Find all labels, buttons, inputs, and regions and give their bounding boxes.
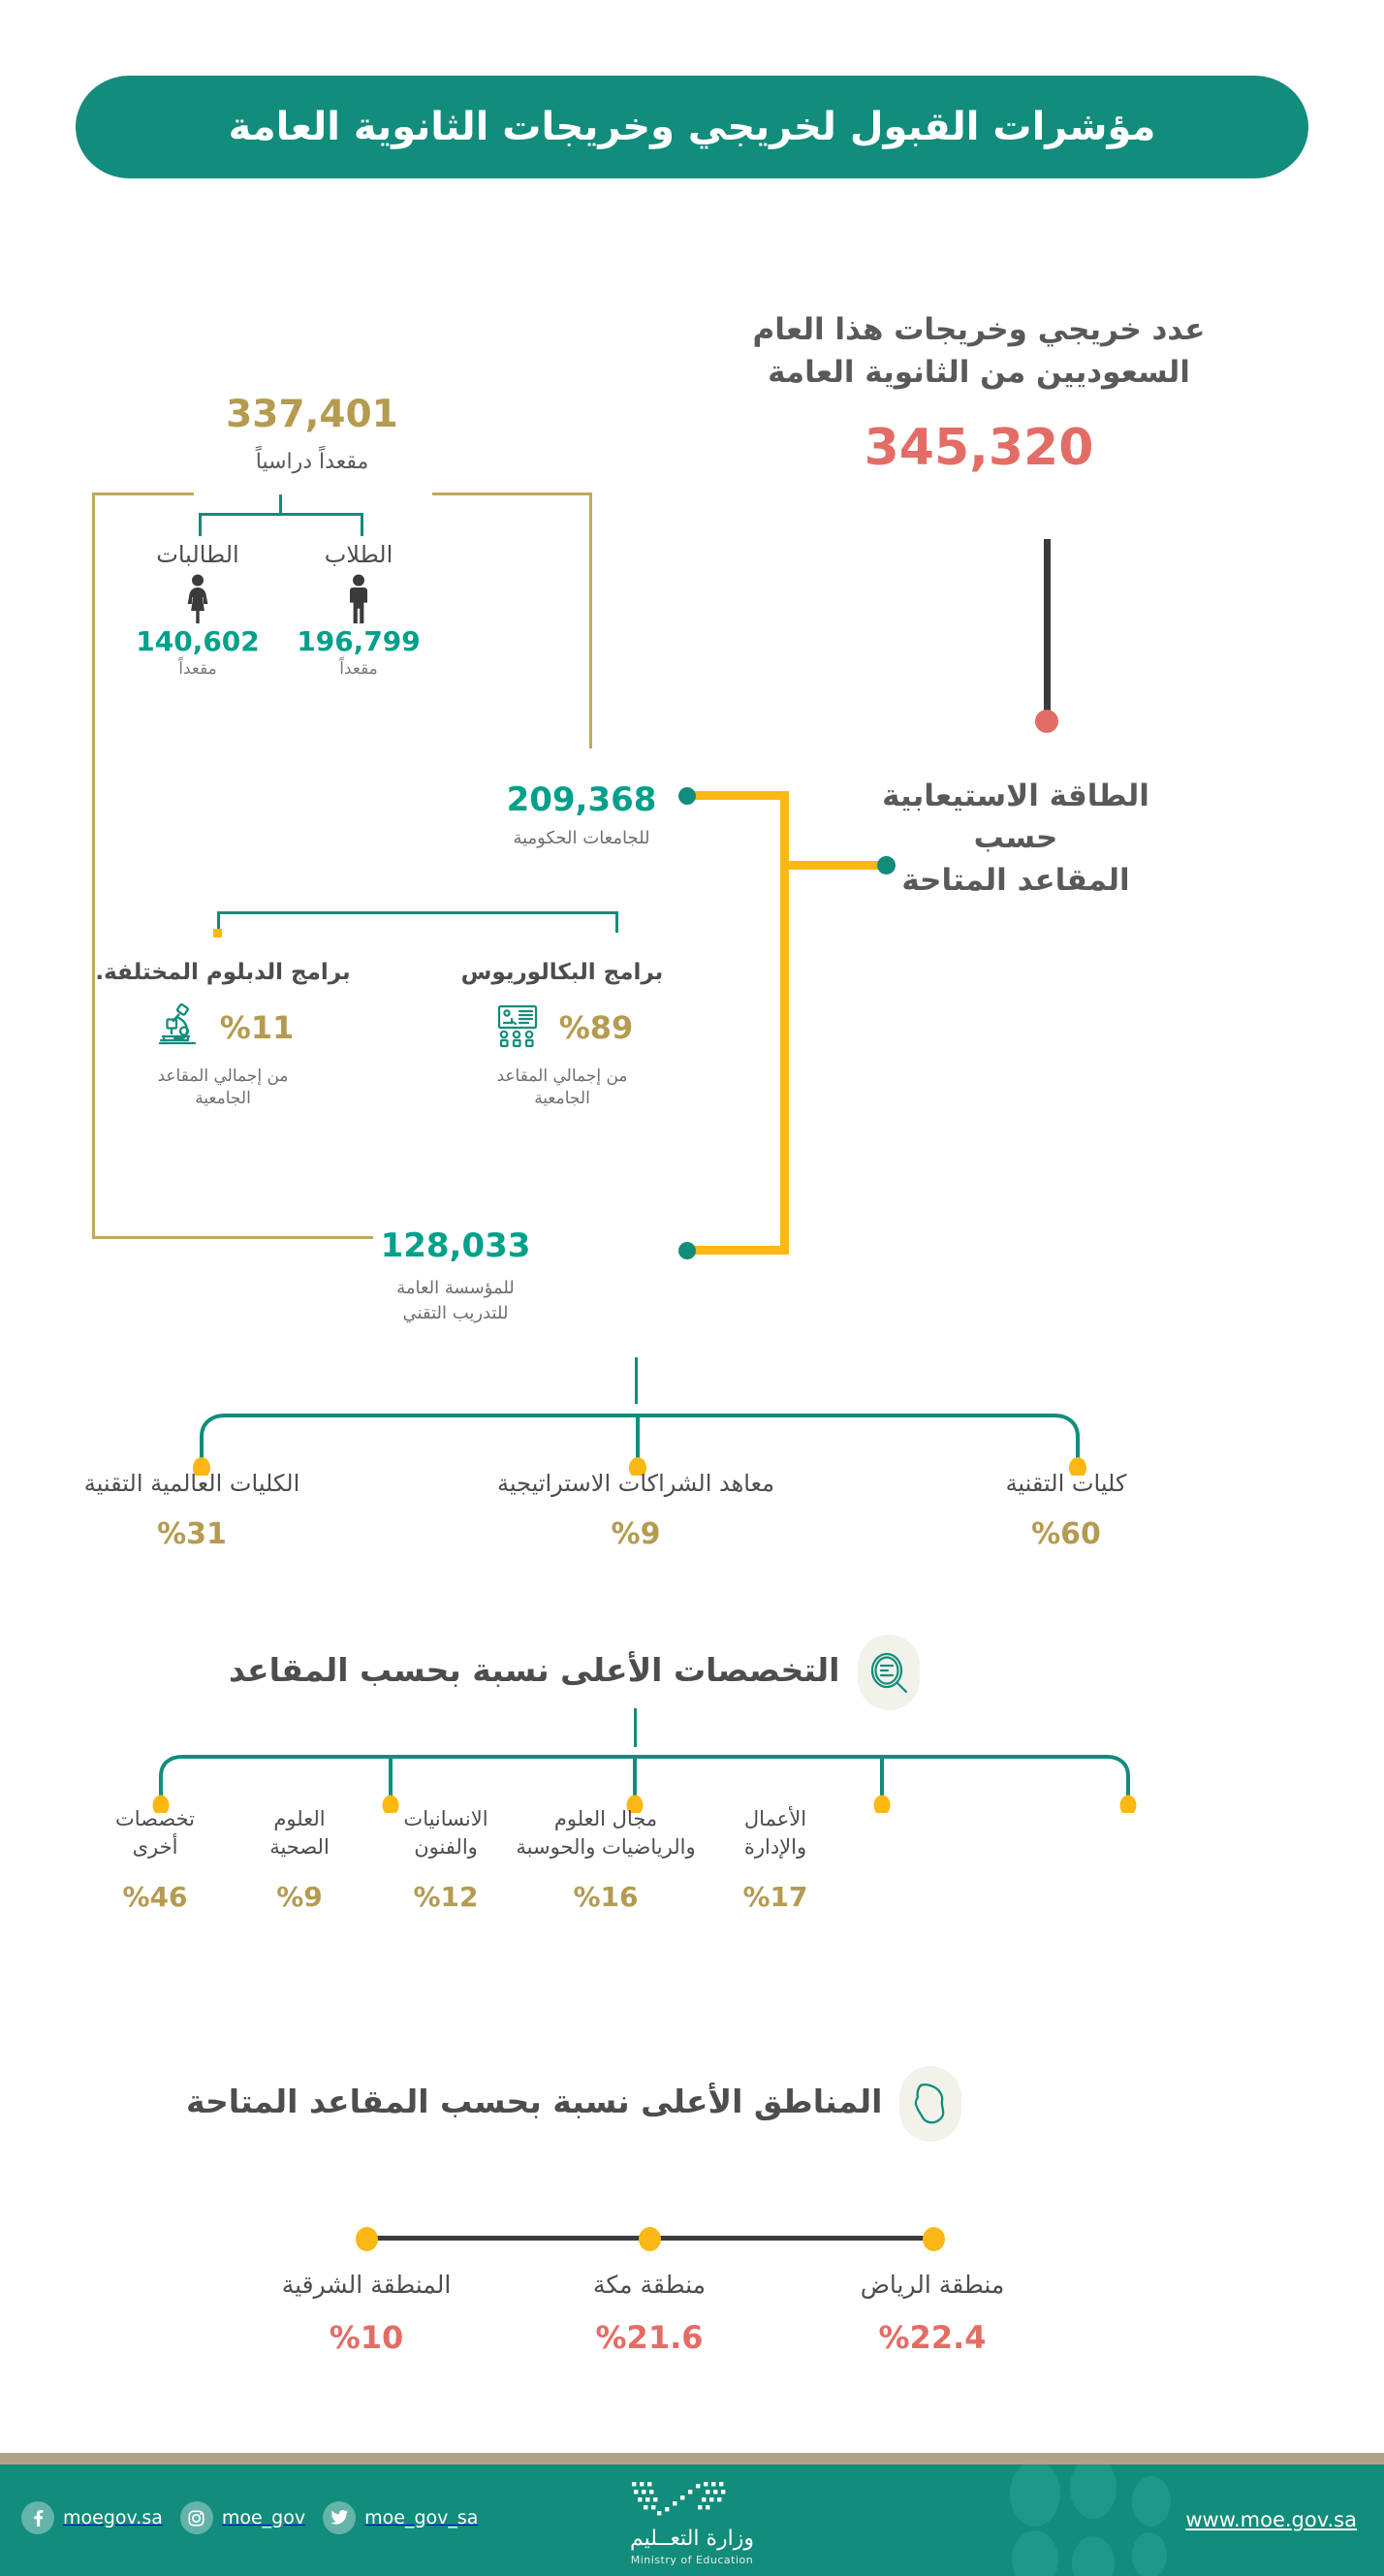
instagram-icon [180,2501,213,2534]
bachelor-sub-line1: من إجمالي المقاعد [496,1066,628,1086]
diploma-title: برامج الدبلوم المختلفة. [95,960,351,985]
region-item-2 [504,2271,795,2356]
specialization-label-5 [674,1805,877,1862]
female-students-column [120,543,275,678]
facebook-handle: moegov.sa [63,2506,163,2528]
yellow-mid-connector [780,861,887,870]
female-seats-value: 140,602 [136,625,260,657]
tvtc-value: 128,033 [380,1226,531,1265]
bachelor-stat-row [417,1002,708,1054]
tvtc-branch-label-3: كليات التقنية [1005,1470,1127,1497]
tvtc-branch-stem [635,1357,638,1404]
graduates-value: 345,320 [864,419,1094,478]
tvtc-branch-item-3 [911,1472,1221,1549]
footer-socials [21,2501,478,2534]
region-label-3: منطقة الرياض [860,2271,1005,2299]
ministry-website-link[interactable]: www.moe.gov.sa [1185,2508,1357,2531]
tvtc-branch-connector [174,1400,1105,1476]
specialization-label-3-line1: الانسانيات [403,1807,488,1830]
social-link-instagram[interactable] [180,2501,305,2534]
male-students-column [281,543,436,678]
regions-section-header [182,2070,961,2138]
graduates-label-line1: عدد خريجي وخريجات هذا العام [752,312,1206,347]
specialization-pct-5: %17 [742,1880,808,1913]
magnifier-document-icon [858,1635,920,1710]
region-pct-2: %21.6 [595,2319,704,2356]
specialization-label-4-line2: والرياضيات والحوسبة [516,1835,696,1860]
male-figure-icon [281,574,436,624]
programs-bracket [217,911,618,933]
region-dot-2 [639,2227,661,2251]
female-seats-unit: مقعداً [178,659,217,679]
seats-total-value: 337,401 [226,393,398,436]
region-label-2: منطقة مكة [592,2271,707,2299]
region-pct-3: %22.4 [878,2319,987,2356]
specialization-label-1-line1: تخصصات [115,1807,195,1830]
bachelor-sub-line2: الجامعية [534,1088,590,1108]
bachelor-programs-block [417,962,708,1110]
specializations-section-header [225,1638,920,1706]
students-bracket [199,513,363,536]
male-seats-unit: مقعداً [339,659,378,679]
specialization-pct-3: %12 [413,1880,479,1913]
bachelor-sub [417,1065,708,1110]
page-title: مؤشرات القبول لخريجي وخريجات الثانوية العامة [228,105,1156,149]
specialization-label-2-line1: العلوم [273,1807,326,1830]
capacity-label [812,776,1219,902]
graduates-connector-stem [1044,539,1051,719]
gov-universities-block [456,780,708,848]
regions-section-title: المناطق الأعلى نسبة بحسب المقاعد المتاحة [182,2085,886,2123]
specialization-label-1-line2: أخرى [132,1835,178,1860]
tvtc-dot [678,1242,696,1259]
specializations-section-title: التخصصات الأعلى نسبة بحسب المقاعد [225,1654,844,1692]
male-seats-value: 196,799 [297,625,421,657]
tvtc-branch-label-2: معاهد الشراكات الاستراتيجية [496,1470,775,1497]
tvtc-branch-pct-2: %9 [611,1517,661,1551]
footer [0,2465,1384,2576]
tvtc-label [262,1276,649,1326]
tvtc-label-line2: للتدريب التقني [402,1303,509,1324]
seats-total-label: مقعداً دراسياً [255,450,369,474]
diploma-programs-block [78,962,368,1110]
region-dot-3 [923,2227,945,2251]
gov-universities-label: للجامعات الحكومية [513,828,650,848]
graduates-connector-dot [1035,710,1058,733]
tvtc-label-line1: للمؤسسة العامة [396,1278,515,1298]
region-dot-1 [356,2227,378,2251]
yellow-bottom-connector [690,1246,787,1255]
bachelor-title: برامج البكالوريوس [460,960,664,985]
ministry-name-en: Ministry of Education [630,2554,754,2566]
specialization-label-4-line1: مجال العلوم [553,1807,658,1830]
male-label: الطلاب [324,541,393,568]
diploma-sub [78,1065,368,1110]
graduates-block [688,308,1270,478]
capacity-anchor-dot [877,856,896,875]
header-banner [76,76,1308,178]
specialization-item-5 [674,1805,877,1911]
tvtc-branch-item-2 [481,1472,791,1549]
bachelor-pct: %89 [558,1009,634,1046]
diploma-sub-line2: الجامعية [195,1088,251,1108]
facebook-icon [21,2501,54,2534]
twitter-icon [323,2501,356,2534]
tvtc-branch-pct-3: %60 [1031,1517,1101,1551]
capacity-line3: المقاعد المتاحة [901,862,1130,898]
gov-universities-value: 209,368 [506,780,657,819]
presentation-board-icon [491,1002,542,1054]
specialization-pct-2: %9 [276,1880,323,1913]
region-item-1 [221,2271,512,2356]
gold-left-rail [92,493,95,1239]
specialization-label-5-line1: الأعمال [743,1807,807,1830]
capacity-line2: حسب [973,820,1058,856]
diploma-sub-line1: من إجمالي المقاعد [157,1066,289,1086]
saudi-arabia-map-icon [899,2066,961,2142]
specialization-label-5-line2: والإدارة [743,1835,807,1860]
diploma-pct: %11 [219,1009,295,1046]
specialization-pct-1: %46 [122,1880,188,1913]
programs-bracket-tip [213,929,222,938]
capacity-line1: الطاقة الاستيعابية [882,779,1149,813]
footer-accent-bar [0,2453,1384,2465]
diploma-stat-row [78,1002,368,1054]
specialization-label-2-line2: الصحية [269,1835,330,1860]
instagram-handle: moe_gov [221,2506,306,2528]
region-label-1: المنطقة الشرقية [281,2271,452,2299]
specializations-branch-stem [634,1708,637,1747]
ministry-emblem-icon [614,2478,770,2523]
female-label: الطالبات [156,541,239,568]
ministry-logo [581,2478,803,2565]
specializations-branch-connector [136,1743,1153,1813]
twitter-handle: moe_gov_sa [364,2506,479,2528]
social-link-twitter[interactable] [323,2501,478,2534]
graduates-label-line2: السعوديين من الثانوية العامة [768,355,1190,391]
ministry-name-ar: وزارة التعــليم [629,2527,755,2551]
social-link-facebook[interactable] [21,2501,163,2534]
female-figure-icon [120,574,275,624]
region-item-3 [787,2271,1078,2356]
microscope-icon [152,1002,203,1054]
specialization-label-3-line2: والفنون [414,1835,478,1860]
gold-bracket-gap [194,485,432,504]
region-pct-1: %10 [329,2319,404,2356]
tvtc-branch-item-1 [37,1472,347,1549]
tvtc-block [262,1226,649,1326]
tvtc-branch-pct-1: %31 [157,1517,227,1551]
specialization-pct-4: %16 [573,1880,639,1913]
tvtc-branch-label-1: الكليات العالمية التقنية [83,1470,300,1497]
